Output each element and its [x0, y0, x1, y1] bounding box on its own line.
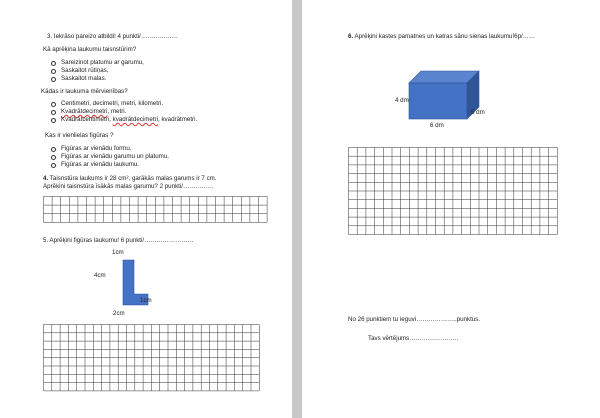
q3-area-option[interactable]: Saskaitot malas. [49, 75, 144, 83]
l-shape-left-label: 4cm [94, 272, 106, 279]
q3-units-option[interactable]: Kvadrātdecimetri, metri. [49, 108, 197, 116]
l-shape-top-label: 1cm [112, 249, 124, 256]
q6-answer-grid[interactable] [348, 147, 558, 235]
box-height-label: 4 dm [395, 97, 409, 104]
q4-line2: Aprēķini taisnstūra īsākās malas garumu? 2 punkti/…………… [43, 183, 214, 190]
q3-units-option[interactable]: Kvadrātcentimetri, kvadrātdecimetri, kvadrātmetri. [49, 116, 197, 124]
right-page [302, 0, 600, 418]
q3-area-question: Kā aprēķina laukumu taisnstūrim? [43, 46, 137, 53]
q3-area-option[interactable]: Sareizinot platumu ar garumu, [49, 59, 144, 67]
q4-line1: 4. Taisnstūra laukums ir 28 cm², garākās malas garums ir 7 cm. [43, 175, 217, 182]
l-shape-bottom-label: 2cm [113, 310, 125, 317]
q6-heading: 6. Aprēķini kastes pamatnes un katras sānu sienas laukumu!6p/…… [348, 33, 536, 40]
box-length-label: 6 dm [430, 122, 444, 129]
q3-shape-option[interactable]: Figūras ar vienādu formu. [49, 145, 169, 153]
box-front-face [409, 83, 467, 119]
grade-line: Tavs vērtējums…………………… [368, 335, 459, 342]
l-shape-right-label: 1cm [140, 297, 152, 304]
q3-shape-option[interactable]: Figūras ar vienādu laukumu. [49, 161, 169, 169]
q3-area-option[interactable]: Saskaitot rūtiņas, [49, 67, 144, 75]
q3-shape-question: Kas ir vienlielas figūras ? [45, 132, 114, 139]
left-page [0, 0, 292, 418]
q3-units-option[interactable]: Centimetri, decimetri, metri, kilometri. [49, 100, 197, 108]
score-line: No 26 punktiem tu ieguvi………………..punktus. [348, 316, 481, 323]
q3-heading: 3. Iekrāso pareizo atbildi! 4 punkti/……………… [47, 33, 179, 40]
q3-shape-option[interactable]: Figūras ar vienādu garumu un platumu. [49, 153, 169, 161]
q5-answer-grid[interactable] [43, 324, 260, 391]
q5-heading: 5. Aprēķini figūras laukumu! 6 punkti/…………………… [43, 237, 194, 244]
box-depth-label: 5 dm [471, 109, 485, 116]
q3-units-question: Kādas ir laukuma mērvienības? [41, 88, 128, 95]
